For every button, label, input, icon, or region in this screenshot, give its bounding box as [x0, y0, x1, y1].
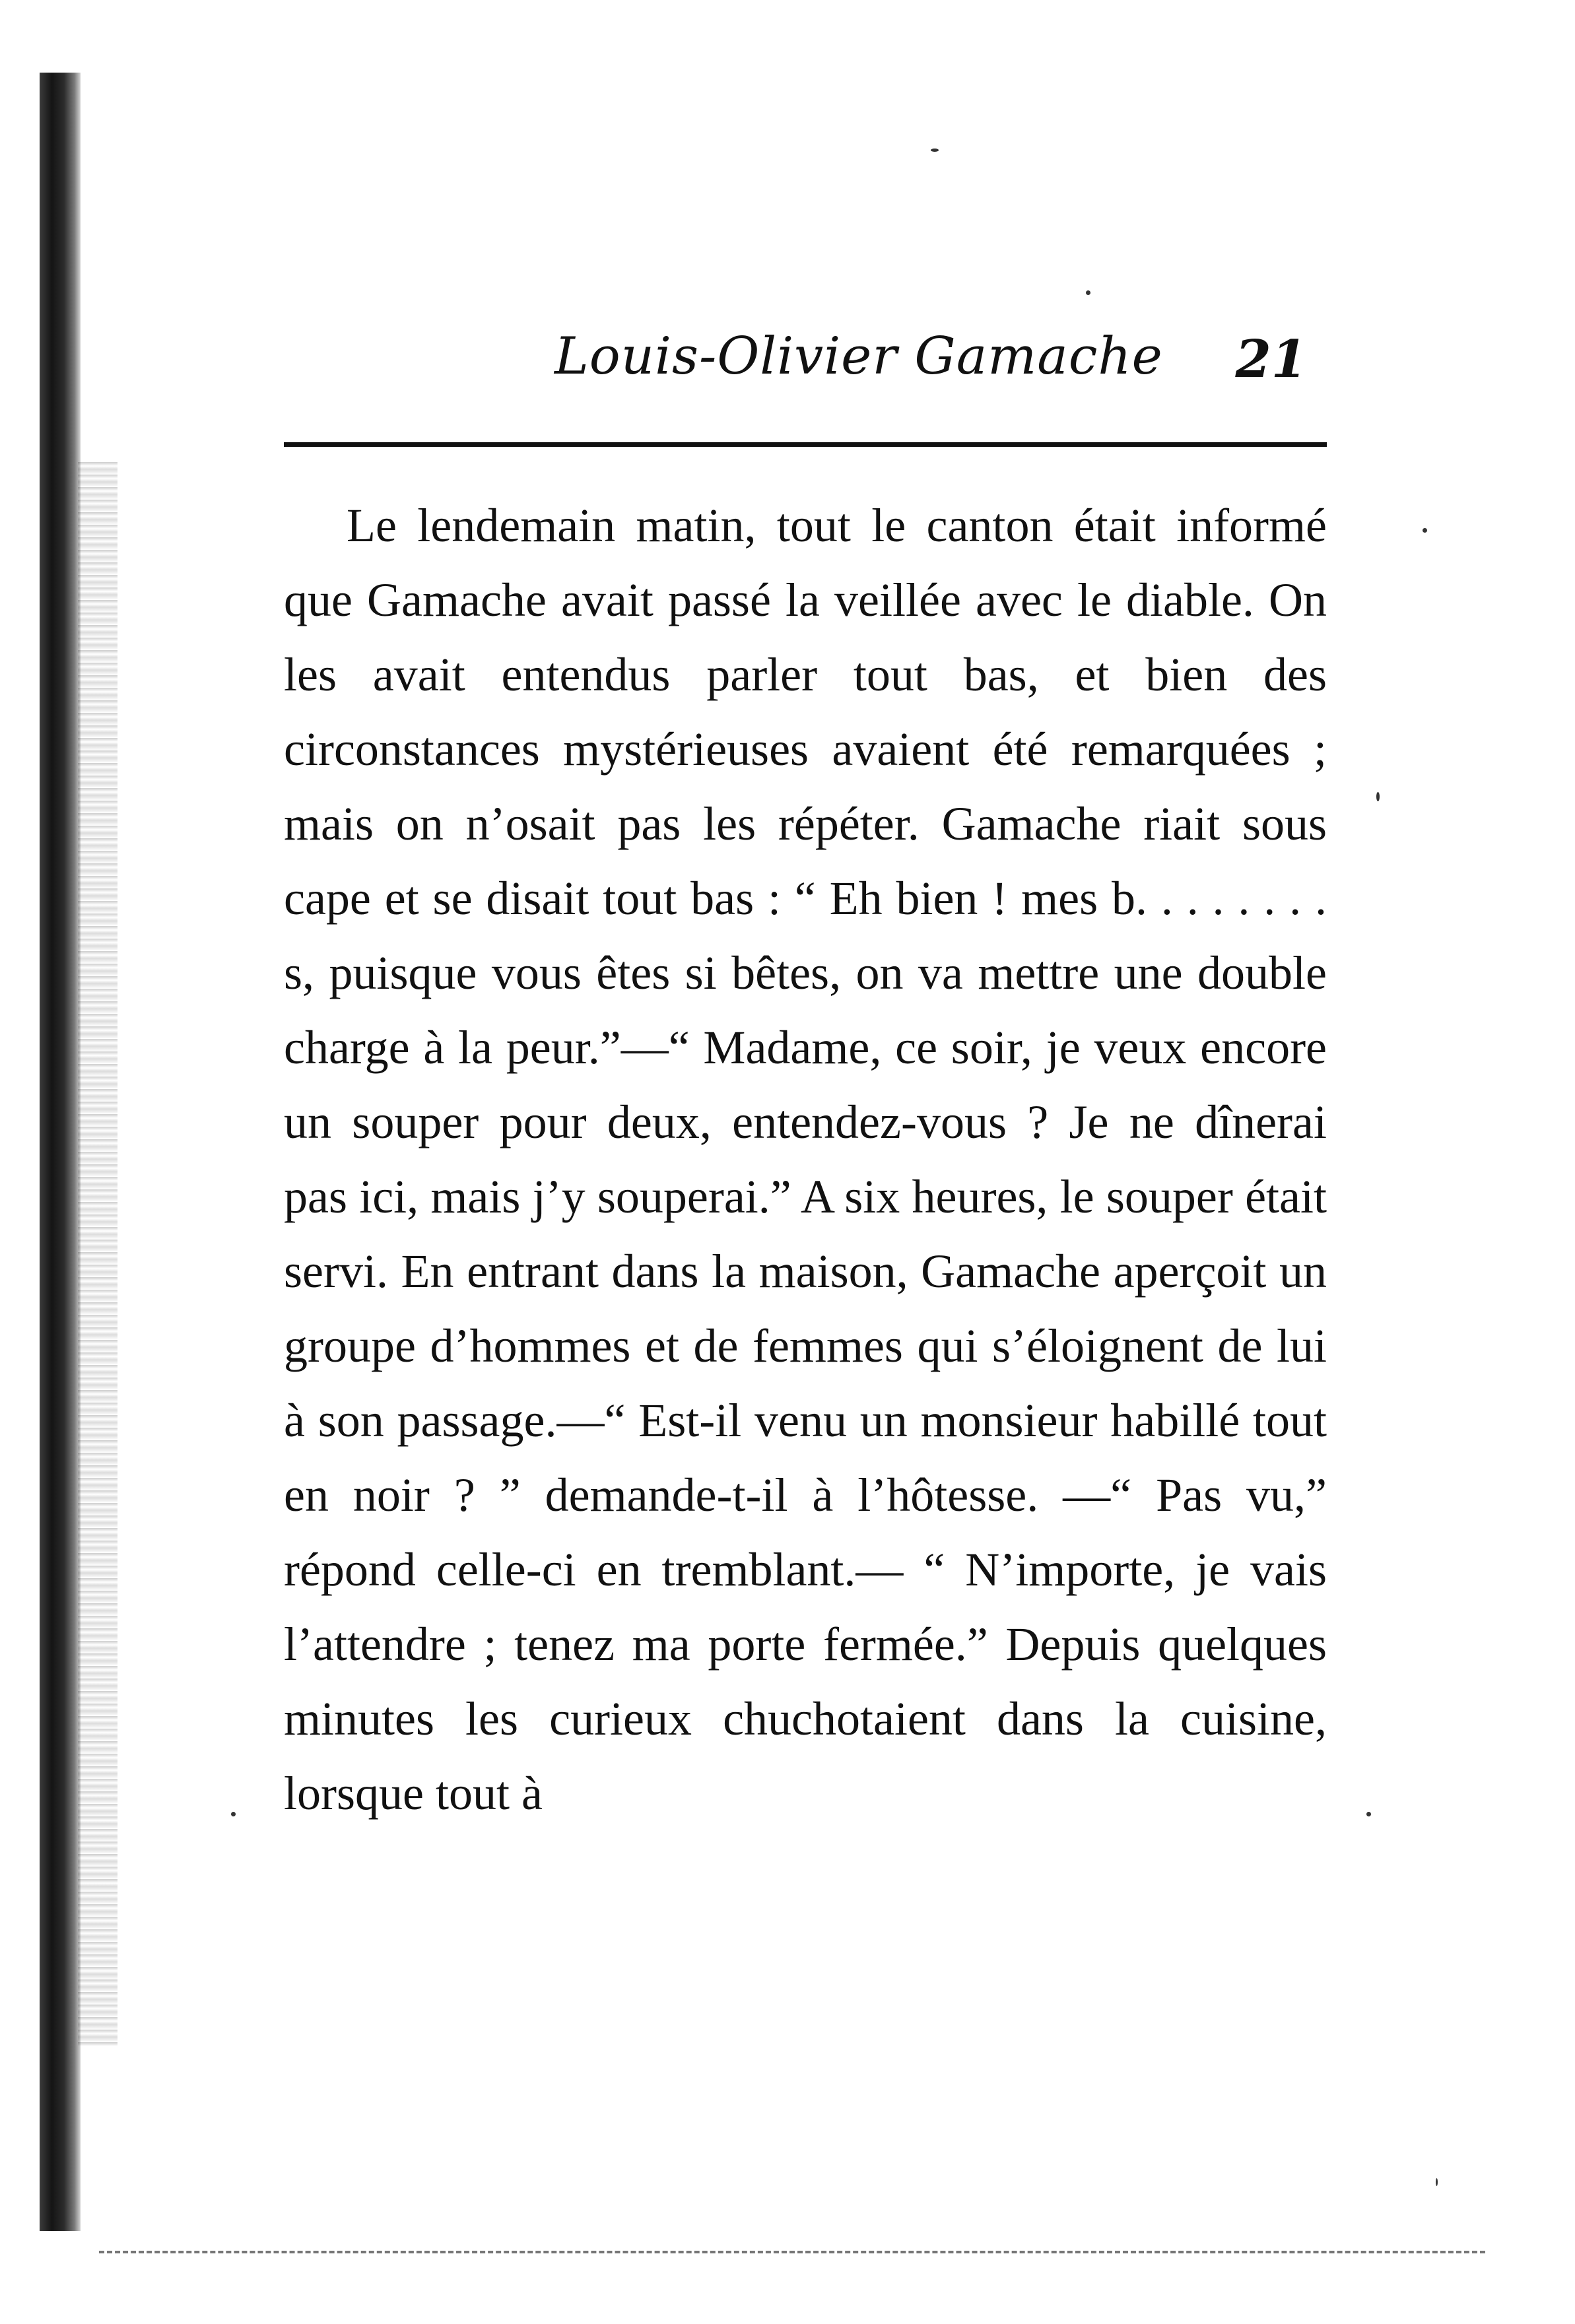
scanned-binding-edge [40, 73, 81, 2231]
scan-speckle [78, 462, 117, 2046]
scan-dust [1423, 528, 1427, 533]
scan-dust [231, 1812, 236, 1816]
scan-dust [1366, 1812, 1371, 1816]
scan-dust [1436, 2178, 1438, 2186]
scan-bottom-edge [99, 2251, 1485, 2253]
body-paragraph: Le lendemain matin, tout le canton était informé que Gamache avait passé la veillée avec le diable. On les avait entendus parler tout bas, et bien des circonstances mystérieuses avaient été remarquées ; mais on n’osait pas les répéter. Gamache riait sous cape et se disait tout bas : “ Eh bien ! mes b. . . . . . . . s, puisque vous êtes si bêtes, on va mettre une double charge à la peur.”—“ Madame, ce soir, je veux encore un souper pour deux, entendez-vous ? Je ne dînerai pas ici, mais j’y souperai.” A six heures, le souper était servi. En entrant dans la maison, Gamache aperçoit un groupe d’hommes et de femmes qui s’éloignent de lui à son passage.—“ Est-il venu un monsieur habillé tout en noir ? ” demande-t-il à l’hôtesse. —“ Pas vu,” répond celle-ci en tremblant.— “ N’importe, je vais l’attendre ; tenez ma porte fermée.” Depuis quelques minutes les curieux chuchotaient dans la cuisine, lorsque tout à [284, 499, 1327, 1820]
header-rule [284, 442, 1327, 447]
scan-dust [1086, 290, 1090, 295]
scan-dust [931, 149, 939, 152]
page-number: 21 [1235, 329, 1307, 389]
scan-dust [1376, 792, 1380, 801]
running-title: Louis-Olivier Gamache [554, 327, 1163, 386]
running-head [284, 327, 1327, 406]
